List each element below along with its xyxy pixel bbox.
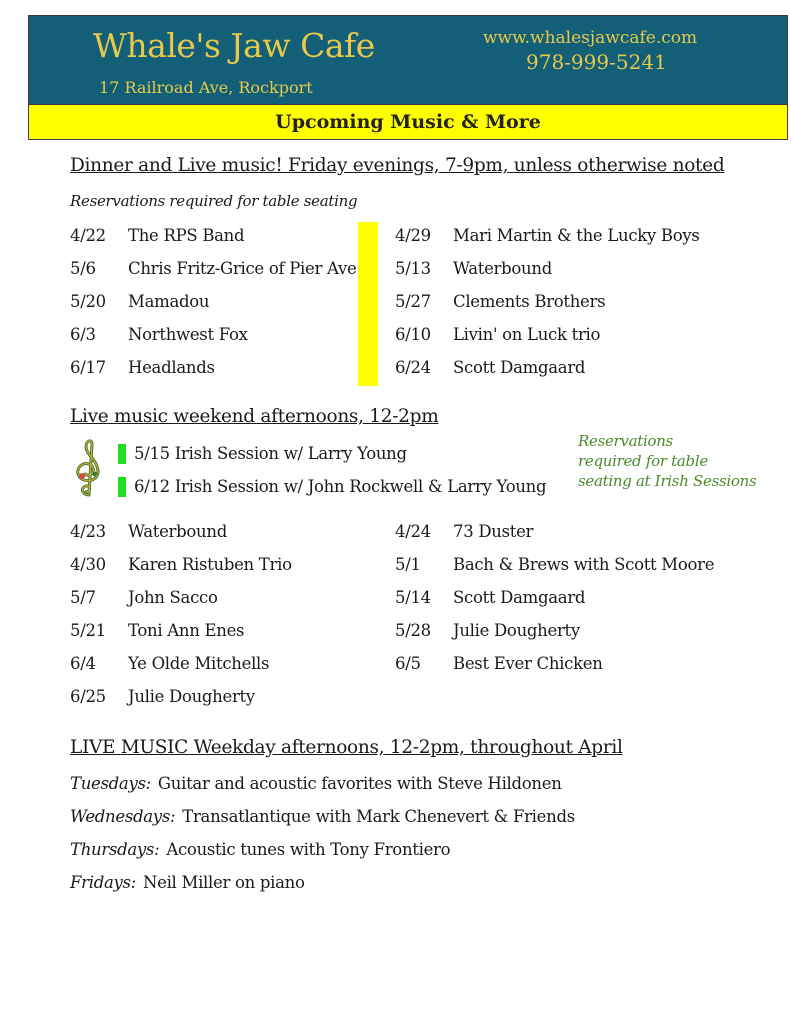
session-marker xyxy=(118,477,126,497)
event-act: Ye Olde Mitchells xyxy=(128,654,270,673)
event-act: Toni Ann Enes xyxy=(128,621,245,640)
event-date: 6/5 xyxy=(395,654,421,673)
event-act: Headlands xyxy=(128,358,215,377)
weekday-item xyxy=(70,840,450,859)
event-act: 73 Duster xyxy=(453,522,534,541)
friday-event-row xyxy=(70,226,244,245)
event-act: Mari Martin & the Lucky Boys xyxy=(453,226,700,245)
yellow-divider xyxy=(358,222,378,386)
friday-event-row xyxy=(395,325,600,344)
event-act: Julie Dougherty xyxy=(453,621,580,640)
cafe-name: Whale's Jaw Cafe xyxy=(93,26,375,65)
event-date: 5/1 xyxy=(395,555,421,574)
weekday-act: Transatlantique with Mark Chenevert & Friends xyxy=(182,807,575,826)
friday-section-title: Dinner and Live music! Friday evenings, 7-9pm, unless otherwise noted xyxy=(70,155,725,176)
irish-session-item: 6/12 Irish Session w/ John Rockwell & Larry Young xyxy=(134,477,547,496)
weekend-event-row xyxy=(70,522,227,541)
event-act: Karen Ristuben Trio xyxy=(128,555,292,574)
banner-title: Upcoming Music & More xyxy=(28,105,788,140)
weekend-event-row xyxy=(70,555,292,574)
event-act: Chris Fritz-Grice of Pier Ave xyxy=(128,259,357,278)
friday-event-row xyxy=(395,226,700,245)
event-act: Julie Dougherty xyxy=(128,687,255,706)
weekday-item xyxy=(70,774,562,793)
event-date: 5/20 xyxy=(70,292,106,311)
event-date: 5/7 xyxy=(70,588,96,607)
event-act: Clements Brothers xyxy=(453,292,606,311)
weekday-act: Guitar and acoustic favorites with Steve Hildonen xyxy=(157,774,562,793)
event-date: 4/24 xyxy=(395,522,431,541)
weekday-day: Wednesdays: xyxy=(70,807,176,826)
cafe-address: 17 Railroad Ave, Rockport xyxy=(99,78,313,97)
event-act: Livin' on Luck trio xyxy=(453,325,601,344)
event-date: 5/13 xyxy=(395,259,431,278)
weekend-event-row xyxy=(395,621,580,640)
friday-event-row xyxy=(70,292,209,311)
cafe-phone: 978-999-5241 xyxy=(526,50,667,74)
event-date: 6/17 xyxy=(70,358,106,377)
weekday-day: Fridays: xyxy=(70,873,136,892)
weekend-event-row xyxy=(395,555,714,574)
event-date: 6/24 xyxy=(395,358,431,377)
event-date: 4/30 xyxy=(70,555,106,574)
session-marker xyxy=(118,444,126,464)
event-date: 4/22 xyxy=(70,226,106,245)
friday-reservation-note: Reservations required for table seating xyxy=(70,192,358,210)
irish-note-line: seating at Irish Sessions xyxy=(578,472,757,490)
event-act: Mamadou xyxy=(128,292,210,311)
event-date: 6/25 xyxy=(70,687,106,706)
friday-event-row xyxy=(70,325,248,344)
event-act: John Sacco xyxy=(128,588,218,607)
event-act: Waterbound xyxy=(128,522,227,541)
irish-reservation-note xyxy=(578,431,756,491)
weekend-event-row xyxy=(395,654,603,673)
weekend-event-row xyxy=(395,522,533,541)
event-date: 6/4 xyxy=(70,654,96,673)
treble-clef-icon xyxy=(68,438,110,498)
weekend-event-row xyxy=(70,588,218,607)
weekday-item xyxy=(70,873,305,892)
weekend-event-row xyxy=(395,588,585,607)
event-date: 4/23 xyxy=(70,522,106,541)
event-date: 5/27 xyxy=(395,292,431,311)
cafe-website-link[interactable]: www.whalesjawcafe.com xyxy=(483,28,698,48)
weekday-section-title: LIVE MUSIC Weekday afternoons, 12-2pm, throughout April xyxy=(70,737,623,758)
event-date: 6/3 xyxy=(70,325,96,344)
event-act: Scott Damgaard xyxy=(453,588,586,607)
irish-note-line: Reservations xyxy=(578,432,673,450)
weekday-day: Thursdays: xyxy=(70,840,160,859)
weekday-act: Neil Miller on piano xyxy=(142,873,305,892)
friday-event-row xyxy=(395,259,552,278)
event-date: 5/21 xyxy=(70,621,106,640)
event-act: Scott Damgaard xyxy=(453,358,586,377)
event-date: 5/28 xyxy=(395,621,431,640)
event-act: Waterbound xyxy=(453,259,552,278)
friday-event-row xyxy=(395,292,605,311)
event-date: 4/29 xyxy=(395,226,431,245)
friday-event-row xyxy=(70,358,215,377)
event-date: 6/10 xyxy=(395,325,431,344)
event-date: 5/6 xyxy=(70,259,96,278)
weekday-day: Tuesdays: xyxy=(70,774,151,793)
irish-session-item: 5/15 Irish Session w/ Larry Young xyxy=(134,444,407,463)
irish-note-line: required for table xyxy=(578,452,708,470)
event-act: The RPS Band xyxy=(128,226,245,245)
weekend-event-row xyxy=(70,687,255,706)
event-act: Northwest Fox xyxy=(128,325,248,344)
friday-event-row xyxy=(70,259,356,278)
weekday-act: Acoustic tunes with Tony Frontiero xyxy=(166,840,451,859)
friday-event-row xyxy=(395,358,585,377)
weekend-section-title: Live music weekend afternoons, 12-2pm xyxy=(70,406,439,427)
weekday-item xyxy=(70,807,575,826)
event-act: Bach & Brews with Scott Moore xyxy=(453,555,715,574)
event-act: Best Ever Chicken xyxy=(453,654,603,673)
weekend-event-row xyxy=(70,654,269,673)
weekend-event-row xyxy=(70,621,244,640)
header-band xyxy=(28,15,788,105)
event-date: 5/14 xyxy=(395,588,431,607)
